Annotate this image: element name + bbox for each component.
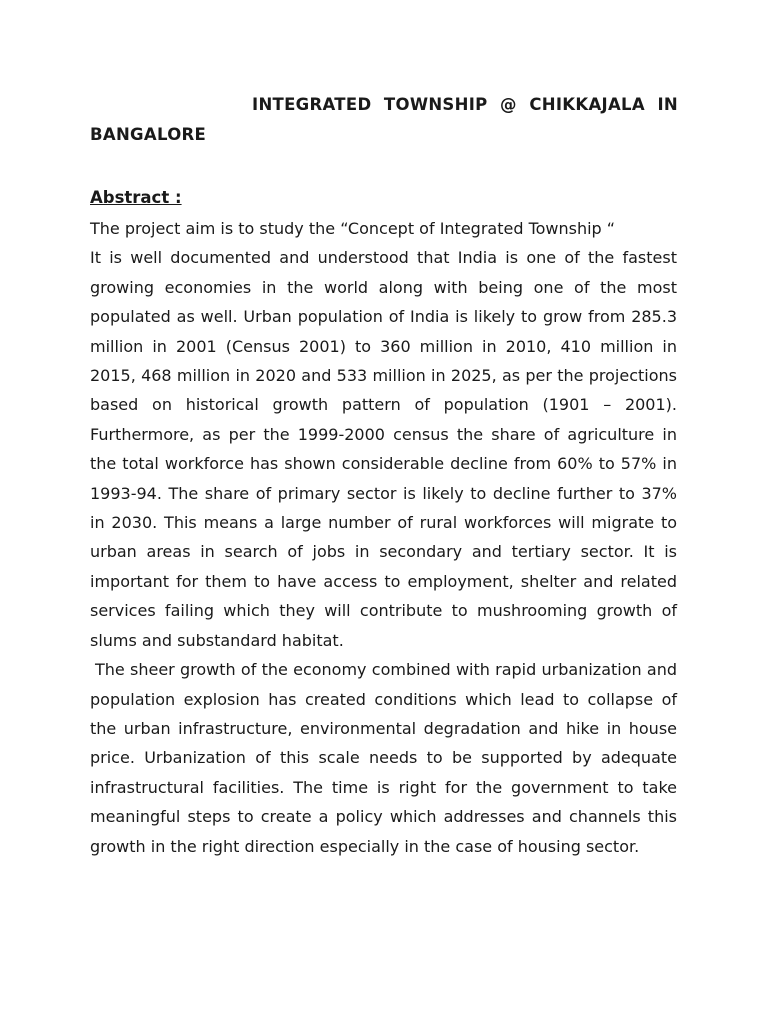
abstract-heading: Abstract :	[90, 188, 182, 207]
paragraph-aim: The project aim is to study the “Concept of Integrated Township “	[90, 219, 616, 238]
abstract-body	[90, 214, 677, 861]
paragraph-urbanization: The sheer growth of the economy combined with rapid urbanization and population explosion has created conditions which lead to collapse of the urban infrastructure, environmental degradation and hike in house price. Urbanization of this scale needs to be supported by adequate infrastructural facilities. The time is right for the government to take meaningful steps to create a policy which addresses and channels this growth in the right direction especially in the case of housing sector.	[90, 660, 677, 856]
document-title: INTEGRATED TOWNSHIP @ CHIKKAJALA IN BANGALORE	[90, 95, 678, 144]
paragraph-population: It is well documented and understood that India is one of the fastest growing economies in the world along with being one of the most populated as well. Urban population of India is likely to grow from 285.3 million in 2001 (Census 2001) to 360 million in 2010, 410 million in 2015, 468 million in 2020 and 533 million in 2025, as per the projections based on historical growth pattern of population (1901 – 2001). Furthermore, as per the 1999-2000 census the share of agriculture in the total workforce has shown considerable decline from 60% to 57% in 1993-94. The share of primary sector is likely to decline further to 37% in 2030. This means a large number of rural workforces will migrate to urban areas in search of jobs in secondary and tertiary sector. It is important for them to have access to employment, shelter and related services failing which they will contribute to mushrooming growth of slums and substandard habitat.	[90, 248, 677, 650]
